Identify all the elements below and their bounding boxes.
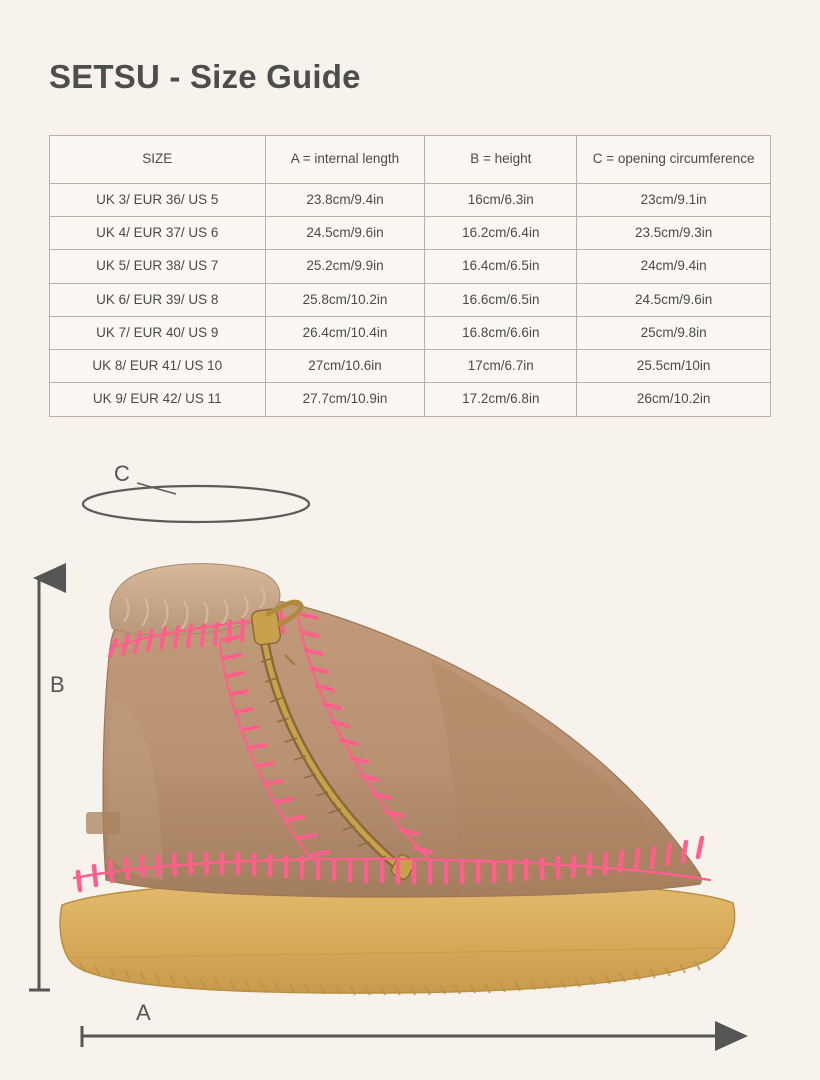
table-row: [50, 184, 771, 217]
cell-size: UK 6/ EUR 39/ US 8: [50, 283, 266, 316]
measurement-label-b: B: [50, 672, 65, 697]
cell-height: 17.2cm/6.8in: [425, 383, 577, 416]
c-leader-line: [137, 483, 176, 494]
cell-internal-length: 24.5cm/9.6in: [265, 217, 425, 250]
cell-size: UK 5/ EUR 38/ US 7: [50, 250, 266, 283]
height-arrow: [29, 578, 50, 990]
cell-opening-circumference: 25cm/9.8in: [577, 316, 771, 349]
internal-length-arrow: [82, 1026, 742, 1047]
cell-height: 16.4cm/6.5in: [425, 250, 577, 283]
boot-upper-shading: [430, 660, 700, 896]
boot-upper: [103, 594, 702, 897]
table-row: [50, 283, 771, 316]
placket-left-pink-stitch: [220, 637, 328, 860]
cell-opening-circumference: 23.5cm/9.3in: [577, 217, 771, 250]
cell-height: 16.6cm/6.5in: [425, 283, 577, 316]
cell-internal-length: 25.2cm/9.9in: [265, 250, 425, 283]
cell-opening-circumference: 24.5cm/9.6in: [577, 283, 771, 316]
cell-size: UK 3/ EUR 36/ US 5: [50, 184, 266, 217]
cell-opening-circumference: 25.5cm/10in: [577, 350, 771, 383]
collar-pink-stitch: [110, 612, 286, 656]
cell-size: UK 7/ EUR 40/ US 9: [50, 316, 266, 349]
cell-height: 16cm/6.3in: [425, 184, 577, 217]
zipper-slider: [251, 608, 281, 645]
cell-internal-length: 25.8cm/10.2in: [265, 283, 425, 316]
cell-internal-length: 27cm/10.6in: [265, 350, 425, 383]
size-guide-table-wrapper: [49, 135, 771, 417]
column-header-size: SIZE: [50, 136, 266, 184]
boot-illustration: [60, 564, 735, 995]
cell-opening-circumference: 24cm/9.4in: [577, 250, 771, 283]
size-guide-table: [49, 135, 771, 417]
zipper-stop: [390, 853, 417, 881]
measurement-label-c: C: [114, 461, 130, 486]
boot-toe-shading: [108, 700, 163, 880]
placket-right-pink-stitch: [298, 614, 431, 860]
brand-label: [86, 812, 120, 834]
column-header-opening-circumference: C = opening circumference: [577, 136, 771, 184]
table-row: [50, 250, 771, 283]
cell-size: UK 9/ EUR 42/ US 11: [50, 383, 266, 416]
cell-opening-circumference: 23cm/9.1in: [577, 184, 771, 217]
table-row: [50, 217, 771, 250]
zipper-pull-tab: [268, 602, 301, 624]
table-row: [50, 383, 771, 416]
table-row: [50, 316, 771, 349]
zipper: [251, 602, 417, 881]
cell-size: UK 4/ EUR 37/ US 6: [50, 217, 266, 250]
cell-height: 16.8cm/6.6in: [425, 316, 577, 349]
cell-height: 17cm/6.7in: [425, 350, 577, 383]
cell-opening-circumference: 26cm/10.2in: [577, 383, 771, 416]
cell-size: UK 8/ EUR 41/ US 10: [50, 350, 266, 383]
page-title: SETSU - Size Guide: [49, 58, 361, 95]
table-row: [50, 350, 771, 383]
welt-pink-stitch: [74, 838, 710, 890]
table-header-row: [50, 136, 771, 184]
cell-internal-length: 26.4cm/10.4in: [265, 316, 425, 349]
column-header-internal-length: A = internal length: [265, 136, 425, 184]
boot-sole: [60, 879, 735, 993]
sole-tread: [70, 948, 726, 995]
cell-height: 16.2cm/6.4in: [425, 217, 577, 250]
column-header-height: B = height: [425, 136, 577, 184]
measurement-label-a: A: [136, 1000, 151, 1025]
shearling-collar: [110, 564, 280, 635]
cell-internal-length: 27.7cm/10.9in: [265, 383, 425, 416]
cell-internal-length: 23.8cm/9.4in: [265, 184, 425, 217]
opening-circumference-ellipse: [83, 486, 309, 522]
